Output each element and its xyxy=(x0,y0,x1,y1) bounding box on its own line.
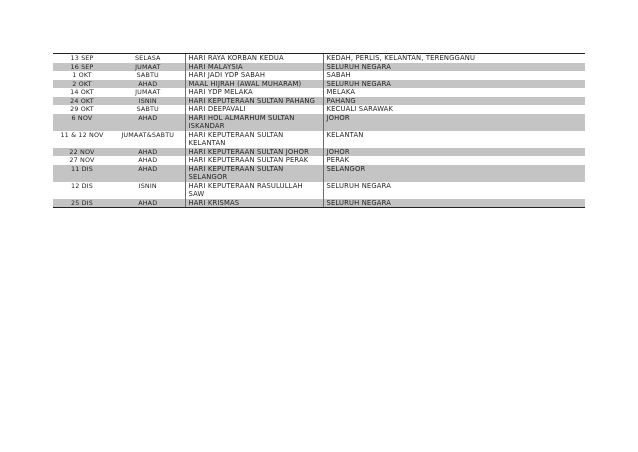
holiday-name: HARI KRISMAS xyxy=(185,199,323,208)
holiday-name: HARI KEPUTERAAN SULTAN PAHANG xyxy=(185,97,323,106)
holiday-state: SELANGOR xyxy=(323,165,585,182)
holiday-day: AHAD xyxy=(111,80,185,89)
table-row xyxy=(53,156,585,165)
holiday-state: KECUALI SARAWAK xyxy=(323,105,585,114)
table-row xyxy=(53,165,585,182)
holiday-state: PAHANG xyxy=(323,97,585,106)
table-row xyxy=(53,54,585,63)
holiday-date: 14 OKT xyxy=(70,88,94,96)
table-row xyxy=(53,199,585,208)
table-row xyxy=(53,71,585,80)
holiday-day: SELASA xyxy=(111,54,185,63)
holiday-date: 2 OKT xyxy=(53,80,111,89)
table-row xyxy=(53,182,585,199)
document-page xyxy=(53,53,585,208)
holiday-state: SELURUH NEGARA xyxy=(323,63,585,72)
holiday-state: JOHOR xyxy=(323,148,585,157)
holiday-name: HARI DEEPAVALI xyxy=(185,105,323,114)
table-row xyxy=(53,105,585,114)
holiday-day: AHAD xyxy=(111,148,185,157)
holiday-date: 24 OKT xyxy=(53,97,111,106)
public-holiday-table xyxy=(53,53,585,208)
table-row xyxy=(53,88,585,97)
holiday-day: JUMAAT xyxy=(111,63,185,72)
table-row xyxy=(53,63,585,72)
holiday-state: JOHOR xyxy=(323,114,585,131)
holiday-day: ISNIN xyxy=(111,97,185,106)
holiday-state: KELANTAN xyxy=(323,131,585,148)
holiday-date: 1 OKT xyxy=(72,71,92,79)
holiday-day: ISNIN xyxy=(138,181,157,190)
holiday-state: SELURUH NEGARA xyxy=(323,199,585,208)
holiday-date: 6 NOV xyxy=(53,114,111,131)
holiday-table-body xyxy=(53,54,585,208)
holiday-name: HARI MALAYSIA xyxy=(185,63,323,72)
holiday-day: SABTU xyxy=(136,105,159,113)
holiday-date: 16 SEP xyxy=(53,63,111,72)
holiday-state: MELAKA xyxy=(323,88,585,97)
holiday-day: JUMAAT xyxy=(135,88,161,96)
table-row xyxy=(53,148,585,157)
holiday-state: PERAK xyxy=(323,156,585,165)
holiday-day: AHAD xyxy=(111,199,185,208)
holiday-day: AHAD xyxy=(111,165,185,182)
holiday-name: HARI KEPUTERAAN SULTAN PERAK xyxy=(185,156,323,165)
holiday-date: 12 DIS xyxy=(71,181,93,190)
holiday-state: KEDAH, PERLIS, KELANTAN, TERENGGANU xyxy=(323,54,585,63)
holiday-name: HARI KEPUTERAAN SULTAN JOHOR xyxy=(185,148,323,157)
holiday-name: HARI YDP MELAKA xyxy=(185,88,323,97)
holiday-date: 22 NOV xyxy=(53,148,111,157)
holiday-name: HARI RAYA KORBAN KEDUA xyxy=(185,54,323,63)
holiday-day: AHAD xyxy=(138,156,158,164)
holiday-name: HARI KEPUTERAAN RASULULLAH SAW xyxy=(185,182,323,199)
holiday-name: HARI KEPUTERAAN SULTAN SELANGOR xyxy=(185,165,323,182)
holiday-day: SABTU xyxy=(136,71,159,79)
holiday-name: MAAL HIJRAH (AWAL MUHARAM) xyxy=(185,80,323,89)
table-row xyxy=(53,114,585,131)
holiday-date: 29 OKT xyxy=(70,105,94,113)
holiday-name: HARI HOL ALMARHUM SULTAN ISKANDAR xyxy=(185,114,323,131)
table-row xyxy=(53,97,585,106)
holiday-date: 13 SEP xyxy=(53,54,111,63)
holiday-date: 11 DIS xyxy=(53,165,111,182)
holiday-date: 25 DIS xyxy=(53,199,111,208)
holiday-state: SELURUH NEGARA xyxy=(323,182,585,199)
holiday-day: JUMAAT&SABTU xyxy=(121,130,175,139)
holiday-day: AHAD xyxy=(111,114,185,131)
holiday-state: SELURUH NEGARA xyxy=(323,80,585,89)
table-row xyxy=(53,80,585,89)
table-row xyxy=(53,131,585,148)
holiday-date: 27 NOV xyxy=(69,156,95,164)
holiday-name: HARI KEPUTERAAN SULTAN KELANTAN xyxy=(185,131,323,148)
holiday-state: SABAH xyxy=(323,71,585,80)
holiday-name: HARI JADI YDP SABAH xyxy=(185,71,323,80)
holiday-date: 11 & 12 NOV xyxy=(60,130,104,139)
